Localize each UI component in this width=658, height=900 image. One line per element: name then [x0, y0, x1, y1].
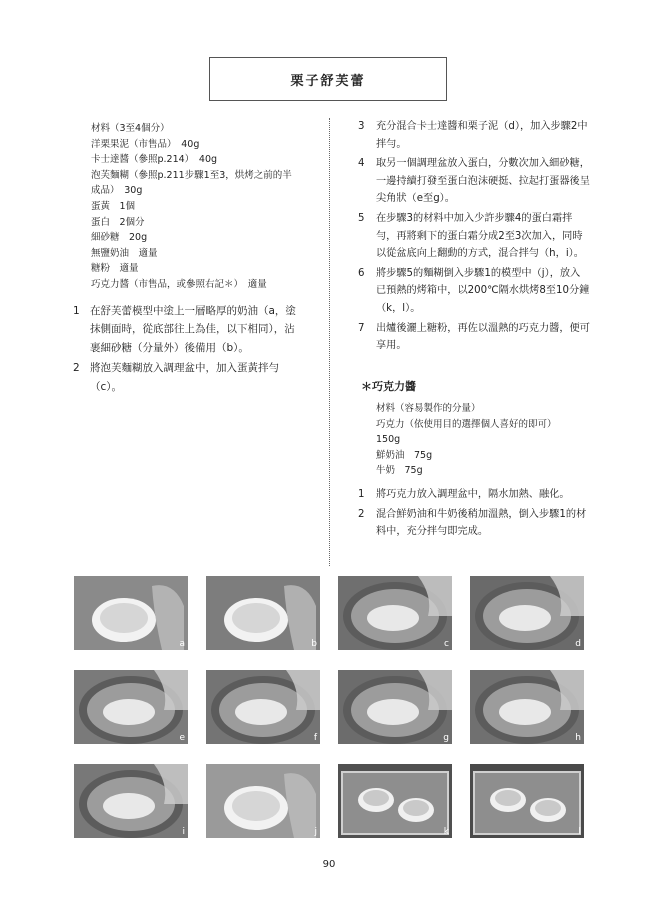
photo-illustration — [206, 764, 320, 838]
step-text: 將泡芙麵糊放入調理盆中，加入蛋黃拌勻（c）。 — [90, 362, 279, 393]
step-number: 1 — [73, 305, 80, 317]
ingredient-item: 成品） 30g — [91, 185, 143, 197]
step-number: 2 — [358, 508, 365, 520]
baking-tray — [342, 772, 448, 834]
batter-shape — [367, 699, 419, 725]
photo-illustration — [470, 670, 584, 744]
ingredient-item: 150g — [376, 434, 401, 446]
step-text: 取另一個調理盆放入蛋白，分數次加入細砂糖，一邊持續打發至蛋白泡沫硬挺、拉起打蛋器後呈尖角狀（e至g）。 — [376, 158, 590, 205]
step-text: 充分混合卡士達醬和栗子泥（d），加入步驟2中拌勻。 — [376, 121, 588, 150]
ingredient-item: 卡士達醬（參照p.214） 40g — [91, 154, 218, 166]
step-number: 3 — [358, 121, 365, 132]
step-number: 6 — [358, 267, 365, 279]
ingredient-item: 牛奶 75g — [376, 465, 423, 477]
batter-shape — [499, 605, 551, 631]
step-photo-l — [470, 764, 584, 838]
ingredient-item: 蛋黃 1個 — [91, 200, 136, 212]
recipe-title: 栗子舒芙蕾 — [209, 57, 447, 101]
step-text: 將步驟5的麵糊倒入步驟1的模型中（j），放入已預熱的烤箱中，以200℃隔水烘烤8至10分鐘（k，l）。 — [376, 267, 590, 314]
step-photo-g — [338, 670, 452, 744]
recipe-step — [73, 359, 305, 396]
ingredient-item: 洋栗果泥（市售品） 40g — [91, 138, 200, 150]
ramekin-inner — [535, 800, 561, 816]
photo-label: i — [182, 827, 185, 837]
step-photo-b — [206, 576, 320, 650]
photo-label: c — [444, 639, 449, 649]
photo-label: d — [575, 639, 581, 649]
step-number: 5 — [358, 212, 365, 224]
step-number: 2 — [73, 362, 80, 375]
photo-illustration — [206, 576, 320, 650]
step-photo-k — [338, 764, 452, 838]
page-number: 90 — [322, 859, 336, 870]
ingredient-list — [91, 121, 292, 293]
recipe-step — [358, 118, 590, 153]
ingredient-item: 巧克力醬（市售品，或參照右記＊） 適量 — [91, 278, 267, 290]
photo-illustration — [74, 576, 188, 650]
chocolate-sauce-title: ＊巧克力醬 — [361, 380, 416, 393]
photo-label: f — [313, 733, 317, 743]
photo-label: a — [179, 639, 185, 649]
step-number: 4 — [358, 158, 365, 170]
batter-shape — [499, 699, 551, 725]
ramekin-inner — [403, 800, 429, 816]
photo-label: b — [311, 639, 317, 649]
recipe-step — [73, 302, 305, 357]
batter-shape — [103, 793, 155, 819]
chocolate-ingredient-list — [376, 401, 557, 479]
photo-illustration — [338, 670, 452, 744]
ingredient-item: 材料（容易製作的分量） — [376, 403, 481, 414]
ingredient-item: 材料（3至4個分） — [91, 123, 170, 134]
photo-illustration — [338, 764, 452, 838]
ingredient-item: 鮮奶油 75g — [376, 449, 433, 461]
photo-illustration — [74, 764, 188, 838]
ramekin-inner — [495, 790, 521, 806]
ingredient-item: 巧克力（依使用目的選擇個人喜好的即可） — [376, 418, 557, 430]
batter-shape — [235, 699, 287, 725]
step-text: 出爐後灑上糖粉，再佐以溫熱的巧克力醬，便可享用。 — [376, 322, 590, 352]
recipe-step — [358, 506, 590, 541]
step-photo-a — [74, 576, 188, 650]
step-photo-d — [470, 576, 584, 650]
step-photo-f — [206, 670, 320, 744]
batter-shape — [367, 605, 419, 631]
step-number: 7 — [358, 322, 365, 334]
ingredient-item: 糖粉 適量 — [91, 263, 139, 275]
column-divider — [329, 118, 330, 566]
step-text: 在舒芙蕾模型中塗上一層略厚的奶油（a，塗抹側面時，從底部往上為佳，以下相同），沾裹細砂糖（分量外）後備用（b）。 — [90, 305, 296, 354]
photo-illustration — [74, 670, 188, 744]
step-photo-e — [74, 670, 188, 744]
photo-label: l — [578, 827, 581, 837]
ramekin-inner — [100, 603, 148, 633]
ingredient-item: 蛋白 2個分 — [91, 216, 145, 228]
ingredient-item: 細砂糖 20g — [91, 232, 148, 244]
recipe-step — [358, 320, 590, 355]
step-photo-i — [74, 764, 188, 838]
step-photo-j — [206, 764, 320, 838]
steps-left-column — [73, 302, 305, 398]
ramekin-inner — [232, 603, 280, 633]
photo-illustration — [470, 764, 584, 838]
step-text: 在步驟3的材料中加入少許步驟4的蛋白霜拌勻，再將剩下的蛋白霜分成2至3次加入，同時以從盆底向上翻動的方式，混合拌勻（h，i）。 — [376, 212, 584, 260]
ramekin-inner — [363, 790, 389, 806]
photo-label: j — [314, 827, 317, 837]
photo-illustration — [338, 576, 452, 650]
step-text: 混合鮮奶油和牛奶後稍加溫熱，倒入步驟1的材料中，充分拌勻即完成。 — [376, 508, 587, 538]
batter-shape — [103, 699, 155, 725]
recipe-step — [358, 155, 590, 208]
recipe-step — [358, 265, 590, 318]
recipe-step — [358, 486, 590, 504]
photo-illustration — [206, 670, 320, 744]
photo-label: k — [443, 827, 449, 837]
steps-right-column — [358, 118, 590, 357]
chocolate-steps — [358, 486, 590, 543]
step-photo-c — [338, 576, 452, 650]
step-text: 將巧克力放入調理盆中，隔水加熱、融化。 — [376, 489, 570, 500]
step-photo-h — [470, 670, 584, 744]
ingredient-item: 無鹽奶油 適量 — [91, 247, 158, 259]
step-number: 1 — [358, 489, 365, 500]
photo-illustration — [470, 576, 584, 650]
photo-label: h — [575, 733, 581, 743]
recipe-step — [358, 210, 590, 263]
ramekin-inner — [232, 791, 280, 821]
photo-label: g — [443, 733, 449, 743]
baking-tray — [474, 772, 580, 834]
ingredient-item: 泡芙麵糊（參照p.211步驟1至3，烘烤之前的半 — [91, 169, 292, 181]
photo-label: e — [179, 733, 185, 743]
